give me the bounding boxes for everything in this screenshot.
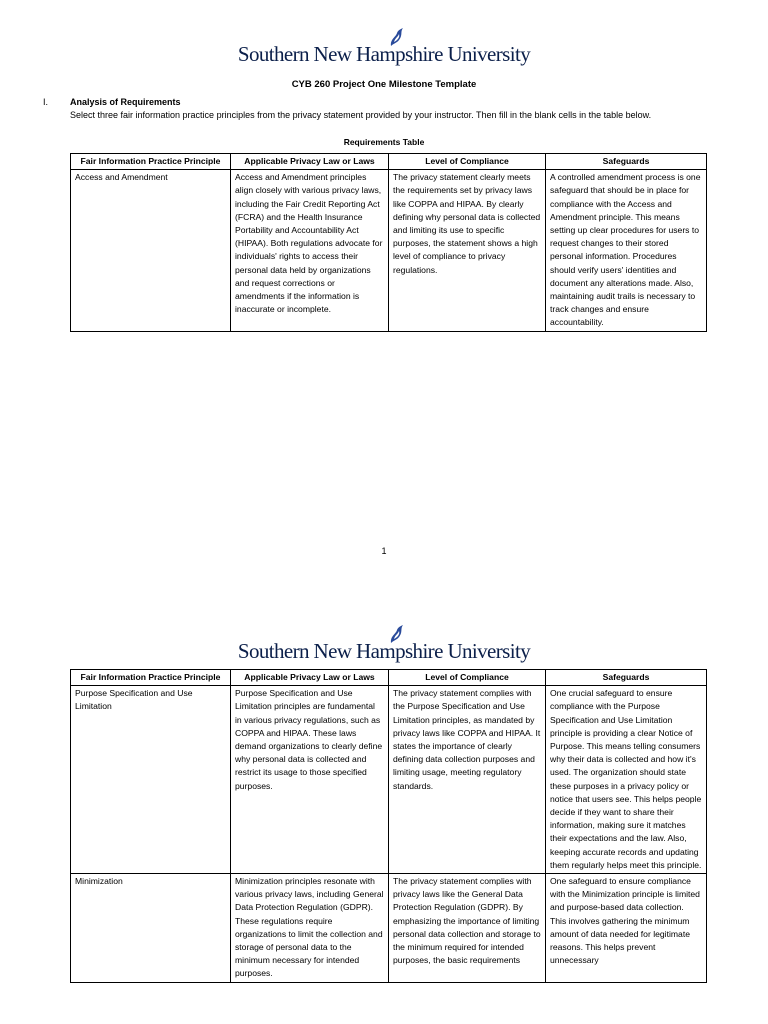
flame-icon [388, 625, 404, 645]
law-cell: Access and Amendment principles align closely with various privacy laws, including the Fair Credit Reporting Act (FCRA) and the Health Insurance Portability and Accountability Act (HIPAA). Both regulations advocate for individuals' rights to access their personal data held by organizations and request corrections or amendments if the information is inaccurate or incomplete. [231, 170, 389, 331]
table-title: Requirements Table [343, 137, 425, 147]
safeguards-cell: One crucial safeguard to ensure compliance with the Purpose Specification and Use Limitation principle is providing a clear Notice of Purpose. This means telling consumers why their data is collected and how it's used. The organization should state these purposes in a privacy policy or notice that users see. This helps people decide if they want to share their information, making sure it matches their expectations and the law. Also, keeping accurate records and updating them regularly helps meet this principle. [546, 686, 707, 874]
document-title: CYB 260 Project One Milestone Template [291, 79, 477, 90]
logo-text: Southern New Hampshire University [237, 639, 531, 663]
compliance-cell: The privacy statement complies with the Purpose Specification and Use Limitation principles, as mandated by privacy laws like COPPA and HIPAA. It states the importance of clearly defining data collection purposes and limiting usage, meeting regulatory standards. [389, 686, 546, 874]
section-title: Analysis of Requirements [70, 97, 181, 107]
requirements-table-continued [70, 669, 707, 983]
law-cell: Minimization principles resonate with various privacy laws, including General Data Protection Regulation (GDPR). These regulations require organizations to limit the collection and storage of personal data to the minimum necessary for intended purposes. [231, 874, 389, 983]
column-header: Fair Information Practice Principle [71, 154, 231, 170]
table-row [71, 874, 707, 983]
table-header-row [71, 670, 707, 686]
page-number: 1 [381, 546, 387, 556]
column-header: Level of Compliance [389, 670, 546, 686]
principle-cell: Access and Amendment [71, 170, 231, 331]
section-heading [43, 97, 181, 107]
flame-icon [388, 28, 404, 48]
instruction-text: Select three fair information practice principles from the privacy statement provided by your instructor. Then fill in the blank cells in the table below. [70, 110, 652, 120]
column-header: Fair Information Practice Principle [71, 670, 231, 686]
page-2 [0, 580, 768, 1024]
column-header: Applicable Privacy Law or Laws [231, 154, 389, 170]
requirements-table [70, 153, 707, 332]
column-header: Safeguards [546, 670, 707, 686]
principle-cell: Minimization [71, 874, 231, 983]
compliance-cell: The privacy statement complies with privacy laws like the General Data Protection Regulation (GDPR). By emphasizing the importance of limiting personal data collection and storage to the minimum required for intended purposes, the basic requirements [389, 874, 546, 983]
section-number: I. [43, 97, 49, 107]
column-header: Level of Compliance [389, 154, 546, 170]
column-header: Safeguards [546, 154, 707, 170]
safeguards-cell: One safeguard to ensure compliance with the Minimization principle is limited and purpose-based data collection. This involves gathering the minimum amount of data needed for legitimate reasons. This helps prevent unnecessary [546, 874, 707, 983]
table-header-row [71, 154, 707, 170]
compliance-cell: The privacy statement clearly meets the requirements set by privacy laws like COPPA and HIPAA. By clearly defining why personal data is collected and limiting its use to specific purposes, the statement shows a high level of compliance to privacy regulations. [389, 170, 546, 331]
university-logo [0, 42, 768, 67]
university-logo [0, 639, 768, 664]
column-header: Applicable Privacy Law or Laws [231, 670, 389, 686]
law-cell: Purpose Specification and Use Limitation principles are fundamental in various privacy regulations, such as COPPA and HIPAA. These laws demand organizations to clearly define why personal data is collected and restrict its usage to those specified purposes. [231, 686, 389, 874]
principle-cell: Purpose Specification and Use Limitation [71, 686, 231, 874]
table-row [71, 170, 707, 331]
table-row [71, 686, 707, 874]
logo-text: Southern New Hampshire University [237, 42, 531, 66]
safeguards-cell: A controlled amendment process is one safeguard that should be in place for compliance with the Access and Amendment principle. This means setting up clear procedures for users to request changes to their stored personal information. Procedures should verify users' identities and document any alterations made. Also, maintaining audit trails is necessary to track changes and ensure accountability. [546, 170, 707, 331]
